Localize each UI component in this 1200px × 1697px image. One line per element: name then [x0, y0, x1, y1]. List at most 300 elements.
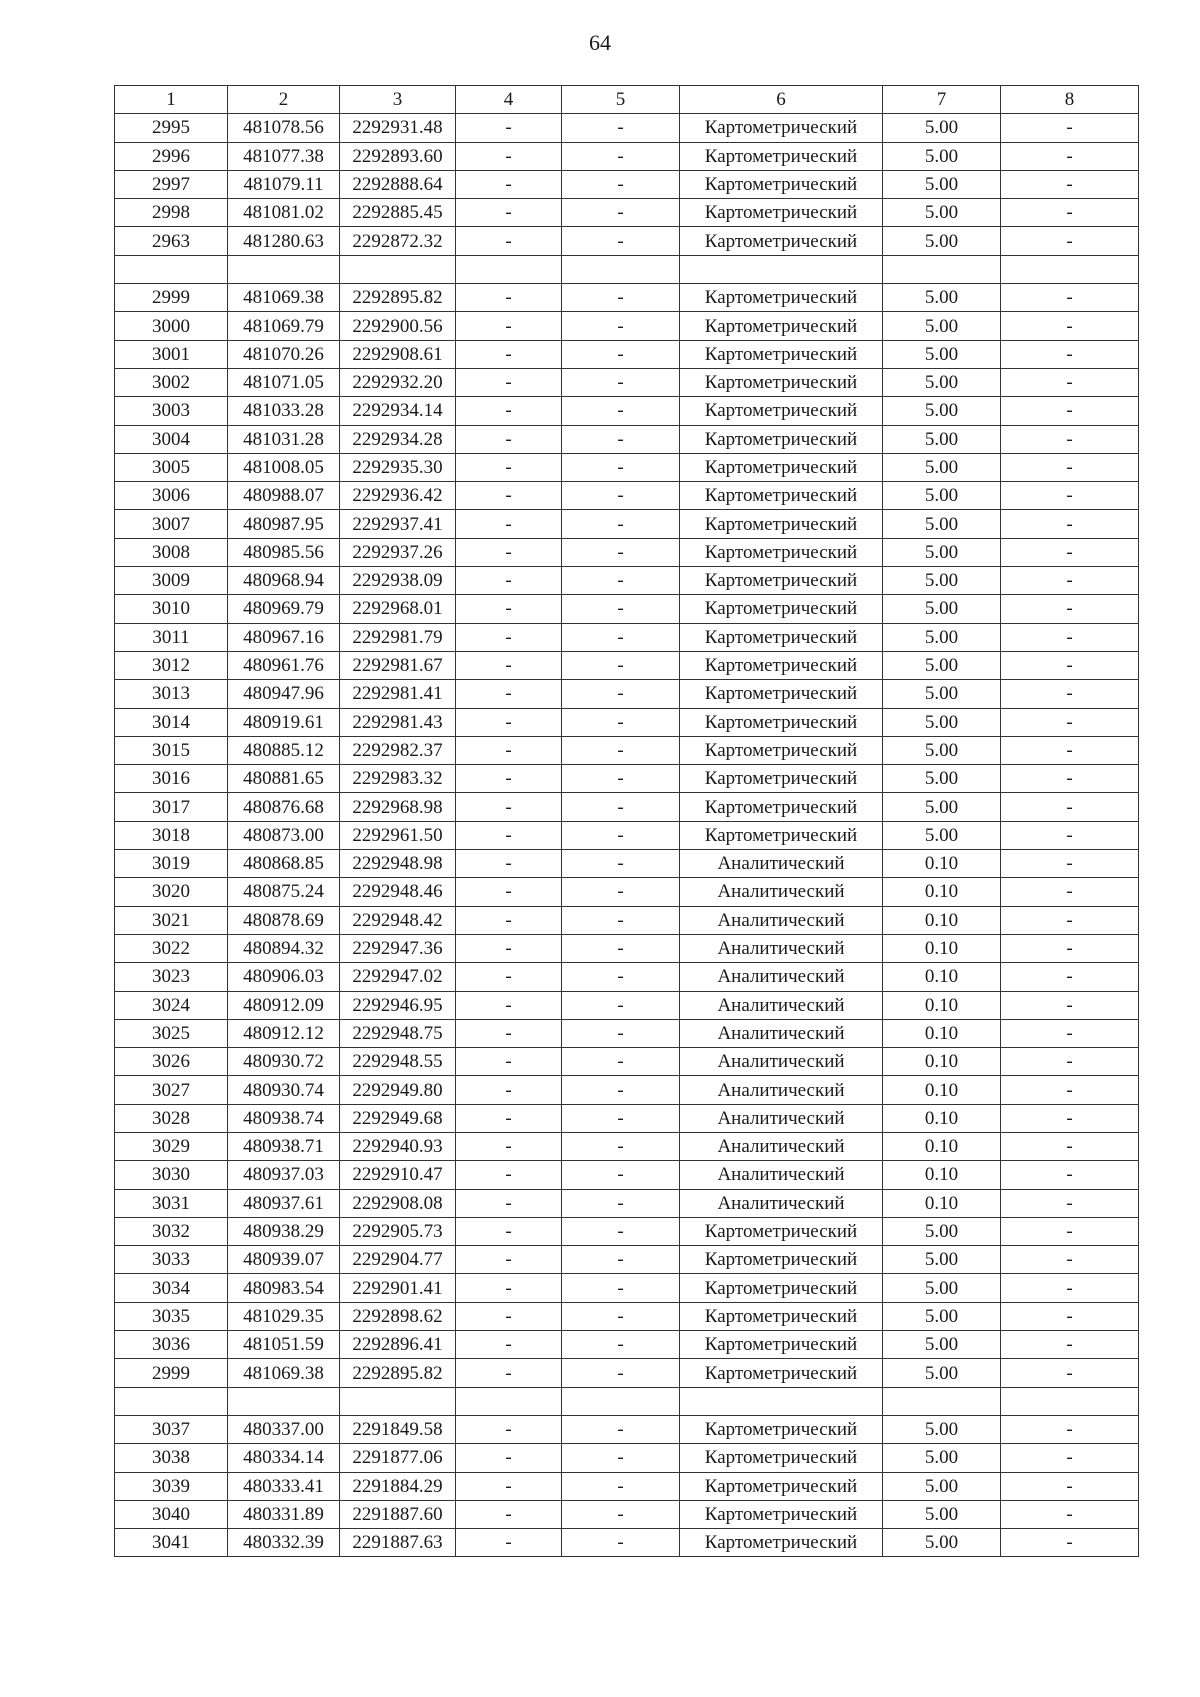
table-row — [115, 1161, 1139, 1189]
method-cell: Картометрический — [680, 425, 883, 453]
col5-cell: - — [562, 142, 680, 170]
col8-cell: - — [1001, 397, 1139, 425]
x-coordinate-cell: 480987.95 — [228, 510, 340, 538]
col8-cell: - — [1001, 1274, 1139, 1302]
method-cell: Аналитический — [680, 1076, 883, 1104]
method-cell: Картометрический — [680, 680, 883, 708]
point-number-cell: 3011 — [115, 623, 228, 651]
col5-cell: - — [562, 1359, 680, 1387]
x-coordinate-cell — [228, 1387, 340, 1415]
y-coordinate-cell: 2292949.68 — [340, 1104, 456, 1132]
accuracy-cell — [883, 255, 1001, 283]
table-row — [115, 1189, 1139, 1217]
col8-cell: - — [1001, 1500, 1139, 1528]
header-cell: 5 — [562, 86, 680, 114]
header-cell: 1 — [115, 86, 228, 114]
col4-cell: - — [456, 680, 562, 708]
method-cell: Картометрический — [680, 453, 883, 481]
table-row — [115, 567, 1139, 595]
table-row — [115, 114, 1139, 142]
col8-cell: - — [1001, 538, 1139, 566]
point-number-cell: 3001 — [115, 340, 228, 368]
table-row — [115, 1444, 1139, 1472]
col8-cell: - — [1001, 708, 1139, 736]
col4-cell: - — [456, 765, 562, 793]
point-number-cell: 2998 — [115, 199, 228, 227]
col4-cell: - — [456, 1246, 562, 1274]
point-number-cell: 2995 — [115, 114, 228, 142]
x-coordinate-cell: 480985.56 — [228, 538, 340, 566]
y-coordinate-cell: 2291887.63 — [340, 1529, 456, 1557]
col5-cell: - — [562, 821, 680, 849]
table-row — [115, 453, 1139, 481]
col8-cell: - — [1001, 878, 1139, 906]
col8-cell: - — [1001, 1331, 1139, 1359]
col5-cell: - — [562, 963, 680, 991]
method-cell — [680, 1387, 883, 1415]
accuracy-cell: 0.10 — [883, 1189, 1001, 1217]
y-coordinate-cell: 2292893.60 — [340, 142, 456, 170]
x-coordinate-cell: 481029.35 — [228, 1302, 340, 1330]
col8-cell: - — [1001, 680, 1139, 708]
col4-cell: - — [456, 623, 562, 651]
col4-cell: - — [456, 1132, 562, 1160]
table-row — [115, 1529, 1139, 1557]
col8-cell: - — [1001, 1415, 1139, 1443]
accuracy-cell: 0.10 — [883, 963, 1001, 991]
point-number-cell: 3023 — [115, 963, 228, 991]
col8-cell: - — [1001, 1472, 1139, 1500]
col5-cell: - — [562, 1161, 680, 1189]
y-coordinate-cell: 2291877.06 — [340, 1444, 456, 1472]
x-coordinate-cell: 481081.02 — [228, 199, 340, 227]
table-row — [115, 934, 1139, 962]
x-coordinate-cell: 480878.69 — [228, 906, 340, 934]
accuracy-cell: 0.10 — [883, 906, 1001, 934]
col5-cell: - — [562, 227, 680, 255]
table-row — [115, 991, 1139, 1019]
x-coordinate-cell: 480876.68 — [228, 793, 340, 821]
method-cell: Картометрический — [680, 1331, 883, 1359]
x-coordinate-cell: 480988.07 — [228, 482, 340, 510]
col4-cell: - — [456, 538, 562, 566]
method-cell: Картометрический — [680, 397, 883, 425]
col4-cell: - — [456, 1217, 562, 1245]
method-cell: Картометрический — [680, 1500, 883, 1528]
table-row — [115, 284, 1139, 312]
col5-cell: - — [562, 170, 680, 198]
accuracy-cell: 5.00 — [883, 1415, 1001, 1443]
point-number-cell: 3012 — [115, 651, 228, 679]
y-coordinate-cell — [340, 1387, 456, 1415]
col4-cell: - — [456, 312, 562, 340]
col5-cell: - — [562, 1444, 680, 1472]
col8-cell: - — [1001, 623, 1139, 651]
col4-cell: - — [456, 1189, 562, 1217]
table-row — [115, 340, 1139, 368]
col5-cell: - — [562, 595, 680, 623]
col4-cell: - — [456, 114, 562, 142]
point-number-cell: 3040 — [115, 1500, 228, 1528]
y-coordinate-cell: 2292896.41 — [340, 1331, 456, 1359]
y-coordinate-cell: 2292968.01 — [340, 595, 456, 623]
y-coordinate-cell: 2292949.80 — [340, 1076, 456, 1104]
y-coordinate-cell: 2292900.56 — [340, 312, 456, 340]
x-coordinate-cell: 481280.63 — [228, 227, 340, 255]
table-row — [115, 510, 1139, 538]
point-number-cell: 3014 — [115, 708, 228, 736]
col8-cell: - — [1001, 991, 1139, 1019]
x-coordinate-cell: 481077.38 — [228, 142, 340, 170]
col4-cell: - — [456, 991, 562, 1019]
header-cell: 4 — [456, 86, 562, 114]
point-number-cell: 2963 — [115, 227, 228, 255]
x-coordinate-cell: 480938.71 — [228, 1132, 340, 1160]
y-coordinate-cell: 2292940.93 — [340, 1132, 456, 1160]
accuracy-cell: 5.00 — [883, 1302, 1001, 1330]
x-coordinate-cell: 480919.61 — [228, 708, 340, 736]
col5-cell: - — [562, 878, 680, 906]
col8-cell: - — [1001, 850, 1139, 878]
col5-cell: - — [562, 850, 680, 878]
col8-cell: - — [1001, 510, 1139, 538]
table-row — [115, 680, 1139, 708]
y-coordinate-cell: 2292885.45 — [340, 199, 456, 227]
table-row — [115, 963, 1139, 991]
accuracy-cell — [883, 1387, 1001, 1415]
col5-cell: - — [562, 1246, 680, 1274]
y-coordinate-cell: 2292901.41 — [340, 1274, 456, 1302]
point-number-cell: 3032 — [115, 1217, 228, 1245]
y-coordinate-cell: 2292948.55 — [340, 1048, 456, 1076]
method-cell: Картометрический — [680, 793, 883, 821]
x-coordinate-cell: 480961.76 — [228, 651, 340, 679]
col4-cell: - — [456, 170, 562, 198]
col8-cell — [1001, 1387, 1139, 1415]
col5-cell: - — [562, 1132, 680, 1160]
accuracy-cell: 5.00 — [883, 510, 1001, 538]
method-cell: Аналитический — [680, 1132, 883, 1160]
accuracy-cell: 0.10 — [883, 878, 1001, 906]
point-number-cell: 3006 — [115, 482, 228, 510]
col8-cell: - — [1001, 821, 1139, 849]
accuracy-cell: 5.00 — [883, 482, 1001, 510]
accuracy-cell: 5.00 — [883, 1274, 1001, 1302]
method-cell: Картометрический — [680, 1217, 883, 1245]
method-cell: Картометрический — [680, 736, 883, 764]
x-coordinate-cell: 481008.05 — [228, 453, 340, 481]
col4-cell: - — [456, 425, 562, 453]
method-cell: Картометрический — [680, 368, 883, 396]
table-row — [115, 538, 1139, 566]
col5-cell: - — [562, 284, 680, 312]
col8-cell: - — [1001, 1217, 1139, 1245]
y-coordinate-cell: 2292936.42 — [340, 482, 456, 510]
method-cell: Картометрический — [680, 114, 883, 142]
method-cell: Картометрический — [680, 340, 883, 368]
table-row — [115, 425, 1139, 453]
x-coordinate-cell: 481031.28 — [228, 425, 340, 453]
x-coordinate-cell: 480938.29 — [228, 1217, 340, 1245]
x-coordinate-cell: 480334.14 — [228, 1444, 340, 1472]
table-row — [115, 142, 1139, 170]
col8-cell: - — [1001, 227, 1139, 255]
method-cell: Аналитический — [680, 1161, 883, 1189]
point-number-cell: 3038 — [115, 1444, 228, 1472]
point-number-cell: 3029 — [115, 1132, 228, 1160]
col4-cell: - — [456, 651, 562, 679]
y-coordinate-cell: 2292948.46 — [340, 878, 456, 906]
col8-cell: - — [1001, 312, 1139, 340]
table-row — [115, 1274, 1139, 1302]
accuracy-cell: 5.00 — [883, 708, 1001, 736]
table-row — [115, 312, 1139, 340]
y-coordinate-cell: 2292935.30 — [340, 453, 456, 481]
col8-cell: - — [1001, 170, 1139, 198]
point-number-cell: 3002 — [115, 368, 228, 396]
col4-cell: - — [456, 340, 562, 368]
table-row — [115, 1246, 1139, 1274]
point-number-cell: 3010 — [115, 595, 228, 623]
col4-cell: - — [456, 793, 562, 821]
y-coordinate-cell: 2292982.37 — [340, 736, 456, 764]
point-number-cell: 3030 — [115, 1161, 228, 1189]
table-row — [115, 1076, 1139, 1104]
col4-cell: - — [456, 1529, 562, 1557]
col8-cell: - — [1001, 453, 1139, 481]
col5-cell: - — [562, 1274, 680, 1302]
col5-cell: - — [562, 623, 680, 651]
point-number-cell: 3039 — [115, 1472, 228, 1500]
method-cell: Аналитический — [680, 850, 883, 878]
header-cell: 6 — [680, 86, 883, 114]
table-row — [115, 793, 1139, 821]
method-cell: Картометрический — [680, 623, 883, 651]
point-number-cell: 3015 — [115, 736, 228, 764]
point-number-cell: 3021 — [115, 906, 228, 934]
col5-cell: - — [562, 1415, 680, 1443]
y-coordinate-cell: 2292981.79 — [340, 623, 456, 651]
y-coordinate-cell: 2292947.36 — [340, 934, 456, 962]
col8-cell: - — [1001, 482, 1139, 510]
method-cell: Картометрический — [680, 821, 883, 849]
x-coordinate-cell: 481033.28 — [228, 397, 340, 425]
y-coordinate-cell: 2292872.32 — [340, 227, 456, 255]
col5-cell: - — [562, 1019, 680, 1047]
y-coordinate-cell: 2292948.75 — [340, 1019, 456, 1047]
accuracy-cell: 5.00 — [883, 765, 1001, 793]
accuracy-cell: 0.10 — [883, 850, 1001, 878]
table-row — [115, 227, 1139, 255]
y-coordinate-cell: 2291884.29 — [340, 1472, 456, 1500]
method-cell: Картометрический — [680, 1274, 883, 1302]
y-coordinate-cell: 2292947.02 — [340, 963, 456, 991]
y-coordinate-cell: 2292937.41 — [340, 510, 456, 538]
point-number-cell — [115, 1387, 228, 1415]
col5-cell: - — [562, 114, 680, 142]
method-cell — [680, 255, 883, 283]
method-cell: Картометрический — [680, 765, 883, 793]
x-coordinate-cell: 480937.03 — [228, 1161, 340, 1189]
accuracy-cell: 5.00 — [883, 453, 1001, 481]
col5-cell: - — [562, 680, 680, 708]
y-coordinate-cell — [340, 255, 456, 283]
accuracy-cell: 5.00 — [883, 1444, 1001, 1472]
col4-cell — [456, 1387, 562, 1415]
y-coordinate-cell: 2292937.26 — [340, 538, 456, 566]
col4-cell: - — [456, 1472, 562, 1500]
point-number-cell: 3007 — [115, 510, 228, 538]
header-row — [115, 86, 1139, 114]
point-number-cell: 3026 — [115, 1048, 228, 1076]
col5-cell: - — [562, 482, 680, 510]
point-number-cell: 2997 — [115, 170, 228, 198]
point-number-cell: 2996 — [115, 142, 228, 170]
col8-cell: - — [1001, 567, 1139, 595]
col8-cell: - — [1001, 142, 1139, 170]
col4-cell: - — [456, 595, 562, 623]
method-cell: Картометрический — [680, 1359, 883, 1387]
x-coordinate-cell: 481070.26 — [228, 340, 340, 368]
point-number-cell: 3013 — [115, 680, 228, 708]
table-row — [115, 1048, 1139, 1076]
point-number-cell: 3036 — [115, 1331, 228, 1359]
point-number-cell: 3033 — [115, 1246, 228, 1274]
point-number-cell: 3020 — [115, 878, 228, 906]
y-coordinate-cell: 2292934.14 — [340, 397, 456, 425]
y-coordinate-cell: 2292932.20 — [340, 368, 456, 396]
table-row — [115, 1217, 1139, 1245]
table-row — [115, 821, 1139, 849]
col5-cell: - — [562, 1217, 680, 1245]
col8-cell: - — [1001, 425, 1139, 453]
table-row-separator — [115, 1387, 1139, 1415]
x-coordinate-cell: 481069.38 — [228, 284, 340, 312]
method-cell: Картометрический — [680, 1415, 883, 1443]
y-coordinate-cell: 2292908.08 — [340, 1189, 456, 1217]
x-coordinate-cell: 480885.12 — [228, 736, 340, 764]
method-cell: Картометрический — [680, 1246, 883, 1274]
col4-cell: - — [456, 1500, 562, 1528]
accuracy-cell: 5.00 — [883, 1500, 1001, 1528]
point-number-cell: 2999 — [115, 284, 228, 312]
col4-cell: - — [456, 708, 562, 736]
accuracy-cell: 0.10 — [883, 1076, 1001, 1104]
table-row — [115, 397, 1139, 425]
accuracy-cell: 5.00 — [883, 425, 1001, 453]
x-coordinate-cell: 480868.85 — [228, 850, 340, 878]
x-coordinate-cell: 480912.12 — [228, 1019, 340, 1047]
col5-cell: - — [562, 510, 680, 538]
col4-cell: - — [456, 482, 562, 510]
method-cell: Картометрический — [680, 284, 883, 312]
y-coordinate-cell: 2292983.32 — [340, 765, 456, 793]
col8-cell: - — [1001, 284, 1139, 312]
col8-cell — [1001, 255, 1139, 283]
y-coordinate-cell: 2292904.77 — [340, 1246, 456, 1274]
col4-cell: - — [456, 142, 562, 170]
method-cell: Картометрический — [680, 1302, 883, 1330]
table-row — [115, 1500, 1139, 1528]
point-number-cell: 3019 — [115, 850, 228, 878]
y-coordinate-cell: 2292934.28 — [340, 425, 456, 453]
header-cell: 2 — [228, 86, 340, 114]
accuracy-cell: 5.00 — [883, 623, 1001, 651]
col8-cell: - — [1001, 340, 1139, 368]
col4-cell: - — [456, 510, 562, 538]
x-coordinate-cell: 480969.79 — [228, 595, 340, 623]
col8-cell: - — [1001, 1529, 1139, 1557]
col4-cell: - — [456, 1019, 562, 1047]
accuracy-cell: 0.10 — [883, 991, 1001, 1019]
table-header — [115, 86, 1139, 114]
table-row — [115, 850, 1139, 878]
table-row — [115, 482, 1139, 510]
method-cell: Картометрический — [680, 651, 883, 679]
table-row — [115, 651, 1139, 679]
method-cell: Картометрический — [680, 538, 883, 566]
point-number-cell: 3022 — [115, 934, 228, 962]
col4-cell: - — [456, 1331, 562, 1359]
method-cell: Картометрический — [680, 567, 883, 595]
table-row — [115, 1104, 1139, 1132]
accuracy-cell: 0.10 — [883, 934, 1001, 962]
point-number-cell: 3035 — [115, 1302, 228, 1330]
point-number-cell: 3034 — [115, 1274, 228, 1302]
col4-cell: - — [456, 1104, 562, 1132]
col5-cell: - — [562, 312, 680, 340]
col8-cell: - — [1001, 1359, 1139, 1387]
accuracy-cell: 5.00 — [883, 736, 1001, 764]
col5-cell: - — [562, 793, 680, 821]
y-coordinate-cell: 2292946.95 — [340, 991, 456, 1019]
col8-cell: - — [1001, 1019, 1139, 1047]
accuracy-cell: 5.00 — [883, 567, 1001, 595]
y-coordinate-cell: 2292968.98 — [340, 793, 456, 821]
page-number: 64 — [589, 30, 611, 55]
point-number-cell: 3024 — [115, 991, 228, 1019]
col4-cell: - — [456, 1444, 562, 1472]
accuracy-cell: 5.00 — [883, 114, 1001, 142]
table-row — [115, 736, 1139, 764]
table-row — [115, 1331, 1139, 1359]
x-coordinate-cell: 481078.56 — [228, 114, 340, 142]
method-cell: Картометрический — [680, 170, 883, 198]
col5-cell: - — [562, 538, 680, 566]
col8-cell: - — [1001, 765, 1139, 793]
header-cell: 3 — [340, 86, 456, 114]
method-cell: Картометрический — [680, 227, 883, 255]
point-number-cell: 3017 — [115, 793, 228, 821]
table-row — [115, 708, 1139, 736]
accuracy-cell: 0.10 — [883, 1104, 1001, 1132]
y-coordinate-cell: 2292898.62 — [340, 1302, 456, 1330]
accuracy-cell: 5.00 — [883, 142, 1001, 170]
col4-cell: - — [456, 850, 562, 878]
accuracy-cell: 5.00 — [883, 1529, 1001, 1557]
col8-cell: - — [1001, 906, 1139, 934]
col4-cell: - — [456, 368, 562, 396]
col4-cell: - — [456, 1048, 562, 1076]
y-coordinate-cell: 2292910.47 — [340, 1161, 456, 1189]
col8-cell: - — [1001, 651, 1139, 679]
point-number-cell: 3003 — [115, 397, 228, 425]
method-cell: Картометрический — [680, 1472, 883, 1500]
col4-cell: - — [456, 1302, 562, 1330]
table-row — [115, 1132, 1139, 1160]
col8-cell: - — [1001, 963, 1139, 991]
x-coordinate-cell: 480938.74 — [228, 1104, 340, 1132]
